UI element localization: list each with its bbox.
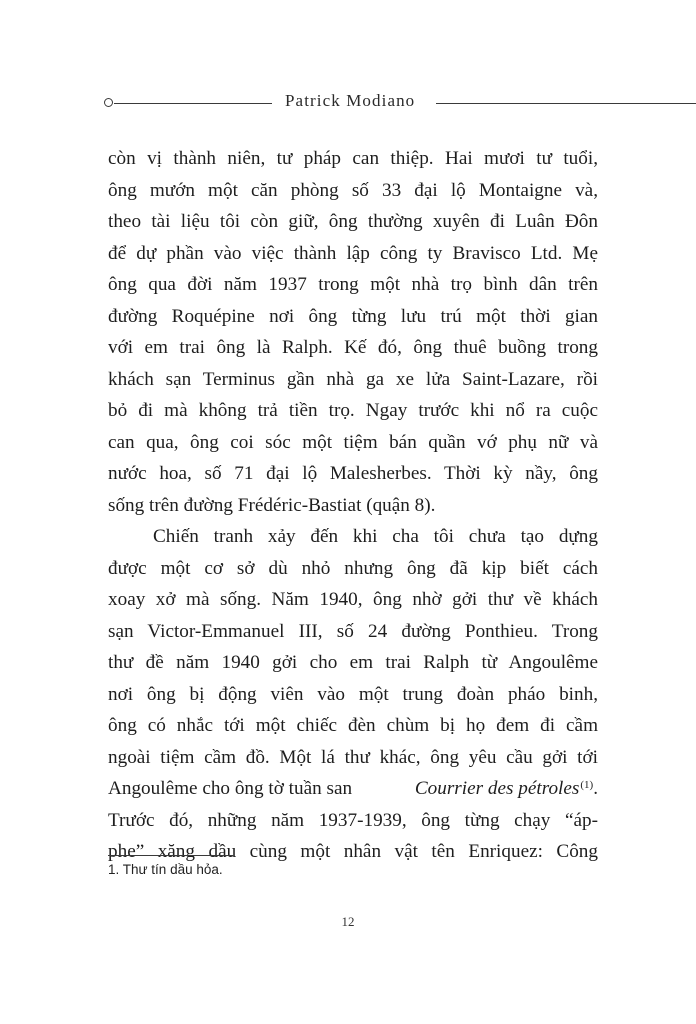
header-rule-left — [114, 103, 272, 104]
text-line: Trước đó, những năm 1937-1939, ông từng chạy “áp- — [108, 809, 598, 831]
text-segment: Angoulême cho ông tờ tuần san — [108, 778, 357, 799]
text-line-with-footnote — [108, 773, 598, 805]
text-line: ông có nhắc tới một chiếc đèn chùm bị họ đem đi cầm — [108, 715, 598, 736]
text-line: còn vị thành niên, tư pháp can thiệp. Hai mươi tư tuổi, — [108, 148, 598, 169]
header-ornament-circle — [104, 98, 113, 107]
italic-title: Courrier des pétroles — [414, 778, 580, 799]
text-segment: . — [593, 778, 598, 799]
text-line: đường Roquépine nơi ông từng lưu trú một thời gian — [108, 305, 598, 327]
text-line: nước hoa, số 71 đại lộ Malesherbes. Thời kỳ nầy, ông — [108, 463, 598, 484]
text-line: được một cơ sở dù nhỏ nhưng ông đã kịp biết cách — [108, 557, 598, 579]
body-text — [108, 143, 598, 868]
running-header-author: Patrick Modiano — [285, 91, 416, 110]
text-line: thư đề năm 1940 gởi cho em trai Ralph từ Angoulême — [108, 652, 598, 673]
text-line: khách sạn Terminus gần nhà ga xe lửa Saint-Lazare, rồi — [108, 368, 598, 390]
footnote-text: 1. Thư tín dầu hỏa. — [108, 862, 223, 877]
text-line: ngoài tiệm cầm đồ. Một lá thư khác, ông yêu cầu gởi tới — [108, 746, 598, 768]
text-line: theo tài liệu tôi còn giữ, ông thường xuyên đi Luân Đôn — [108, 211, 598, 232]
text-line: với em trai ông là Ralph. Kế đó, ông thuê buồng trong — [108, 337, 598, 358]
text-line: phe” xăng dầu cùng một nhân vật tên Enriquez: Công — [108, 841, 598, 862]
text-line: can qua, ông coi sóc một tiệm bán quần vớ phụ nữ và — [108, 431, 598, 453]
text-line: sạn Victor-Emmanuel III, số 24 đường Ponthieu. Trong — [108, 620, 598, 642]
text-line: nơi ông bị động viên vào một trung đoàn pháo binh, — [108, 683, 598, 705]
text-line-paragraph-start: Chiến tranh xảy đến khi cha tôi chưa tạo dựng — [153, 526, 598, 547]
text-line: ông qua đời năm 1937 trong một nhà trọ bình dân trên — [108, 274, 598, 295]
text-line: ông mướn một căn phòng số 33 đại lộ Montaigne và, — [108, 179, 598, 201]
footnote-reference[interactable]: (1) — [580, 779, 594, 791]
page-number: 12 — [341, 914, 355, 929]
footnote-separator — [108, 855, 233, 856]
text-line: để dự phần vào việc thành lập công ty Bravisco Ltd. Mẹ — [108, 242, 598, 264]
text-line: bỏ đi mà không trả tiền trọ. Ngay trước khi nổ ra cuộc — [108, 400, 598, 421]
text-line-paragraph-end: sống trên đường Frédéric-Bastiat (quận 8). — [108, 494, 436, 516]
header-rule-right — [436, 103, 696, 104]
text-line: xoay xở mà sống. Năm 1940, ông nhờ gởi thư về khách — [108, 589, 598, 610]
